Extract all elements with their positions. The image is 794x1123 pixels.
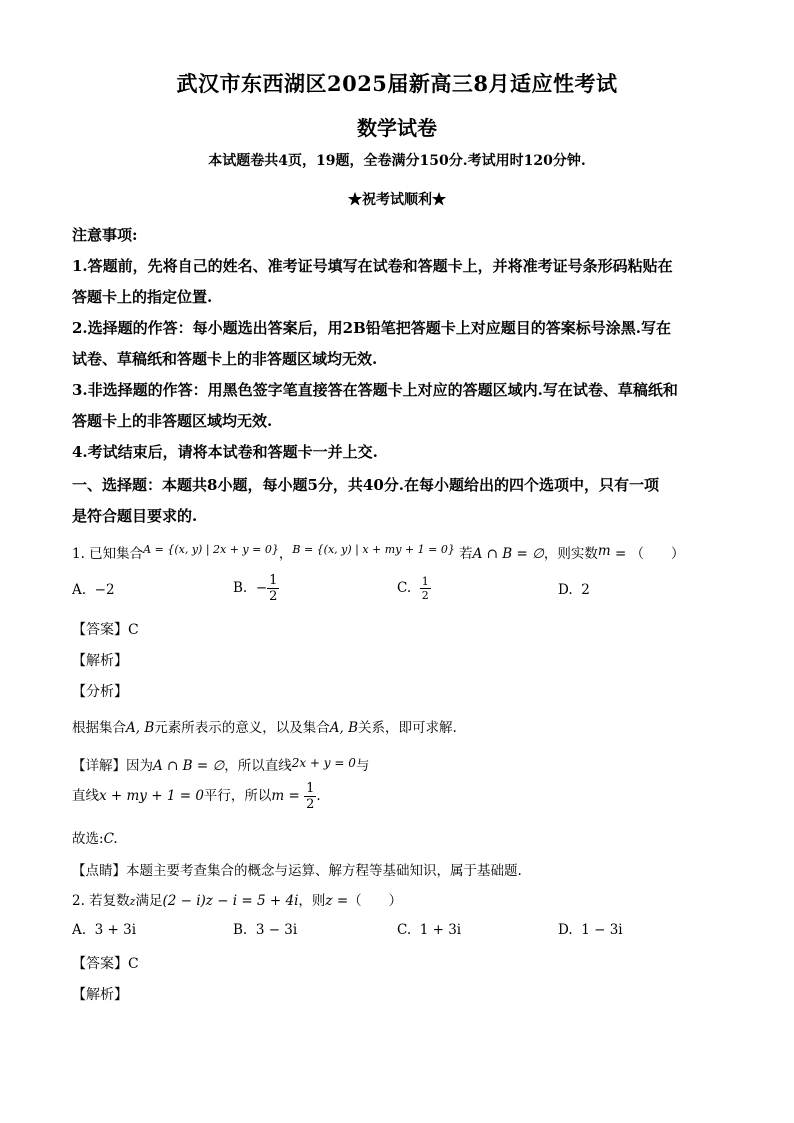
q1-cond-pre: 若	[459, 546, 473, 562]
q1-comment: 【点睛】本题主要考查集合的概念与运算、解方程等基础知识，属于基础题.	[72, 863, 522, 879]
q1-prefix: 1. 已知集合	[72, 546, 144, 562]
section-heading-cont: 是符合题目要求的.	[72, 507, 198, 525]
q1-fenxi-tag: 【分析】	[72, 684, 128, 700]
q1-fenxi-text: 根据集合A, B元素所表示的意义，以及集合A, B关系，即可求解.	[72, 720, 457, 736]
q2-option-c: C. 1 + 3i	[397, 922, 462, 938]
exam-title: 武汉市东西湖区2025届新高三8月适应性考试	[176, 71, 618, 96]
q2-answer: 【答案】C	[72, 956, 139, 972]
q2-option-b: B. 3 − 3i	[233, 922, 298, 938]
q1-var: m	[597, 543, 611, 559]
q1-analysis-tag: 【解析】	[72, 653, 128, 669]
q2-option-a: A. 3 + 3i	[72, 922, 137, 938]
q1-cond: A ∩ B = ∅	[472, 546, 544, 562]
q1-choose: 故选:C.	[72, 831, 118, 847]
notice-line: 3.非选择题的作答：用黑色签字笔直接答在答题卡上对应的答题区域内.写在试卷、草稿纸和	[72, 381, 678, 399]
q1-comma: ，	[278, 546, 293, 562]
notice-line: 答题卡上的指定位置.	[72, 288, 213, 306]
exam-info: 本试题卷共4页，19题，全卷满分150分.考试用时120分钟.	[208, 153, 586, 169]
q1-cond-post: ，则实数	[543, 546, 598, 562]
section-heading: 一、选择题：本题共8小题，每小题5分，共40分.在每小题给出的四个选项中，只有一项	[72, 476, 659, 494]
q1-set-b: B = {(x, y) | x + my + 1 = 0}	[292, 543, 455, 556]
exam-wish: ★祝考试顺利★	[348, 192, 446, 208]
q1-detail-line-1: 【详解】因为A ∩ B = ∅，所以直线2x + y = 0与	[72, 756, 370, 774]
question-1	[72, 542, 685, 562]
question-2: 2. 若复数z满足(2 − i)z − i = 5 + 4i，则z =（ ）	[72, 893, 403, 909]
notice-line: 1.答题前，先将自己的姓名、准考证号填写在试卷和答题卡上，并将准考证号条形码粘贴在	[72, 257, 673, 275]
q2-analysis-tag: 【解析】	[72, 987, 128, 1003]
q1-tail: = （ ）	[610, 546, 685, 562]
q1-detail-line-2: 直线x + my + 1 = 0平行，所以m = $\frac{1}{2}$ .	[72, 781, 321, 812]
q1-option-d: D. 2	[558, 582, 590, 598]
notice-line: 试卷、草稿纸和答题卡上的非答题区域均无效.	[72, 350, 378, 368]
exam-subtitle: 数学试卷	[357, 116, 437, 140]
q1-option-c: C. $\frac{1}{2}$	[397, 575, 429, 602]
q1-option-b: B. − $\frac{1}{2}$	[233, 573, 278, 604]
q1-option-a: A. −2	[72, 582, 115, 598]
q2-option-d: D. 1 − 3i	[558, 922, 623, 938]
q1-answer: 【答案】C	[72, 622, 139, 638]
notice-heading: 注意事项:	[72, 226, 138, 244]
notice-line: 4.考试结束后，请将本试卷和答题卡一并上交.	[72, 443, 378, 461]
notice-line: 2.选择题的作答：每小题选出答案后，用2B铅笔把答题卡上对应题目的答案标号涂黑.写在	[72, 319, 672, 337]
notice-line: 答题卡上的非答题区域均无效.	[72, 412, 273, 430]
q1-set-a: A = {(x, y) | 2x + y = 0}	[143, 543, 279, 556]
